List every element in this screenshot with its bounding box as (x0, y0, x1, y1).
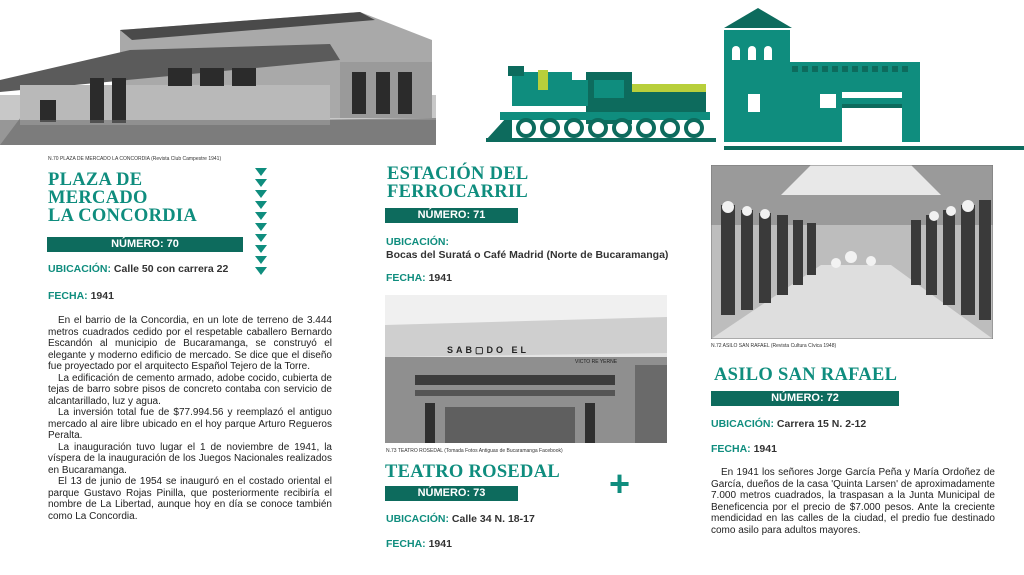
triangle-down-icon (255, 223, 267, 231)
theater-marquee-text-2: VICTO RE YERNE (575, 359, 618, 365)
teatro-rosedal-title: TEATRO ROSEDAL (385, 462, 561, 482)
fecha-71 (386, 272, 452, 284)
market-photo-caption: N.70 PLAZA DE MERCADO LA CONCORDIA (Revista Club Campestre 1941) (48, 156, 222, 162)
fecha-70 (48, 290, 114, 302)
fecha-value: 1941 (428, 272, 452, 284)
triangle-down-icon (255, 212, 267, 220)
numero-badge-73: NÚMERO: 73 (385, 486, 518, 501)
triangle-down-icon (255, 234, 267, 242)
ubicacion-label: UBICACIÓN: (48, 263, 111, 275)
numero-badge-71: NÚMERO: 71 (385, 208, 518, 223)
paragraph: En 1941 los señores Jorge García Peña y María Ordoñez de García, dueños de la casa 'Quinta Larsen' de aproximadamente 7.000 metros cuadrados, la traspasan a la Junta Municipal de Beneficencia por el precio de $7.000 pesos. Ante la creciente mendicidad en las calles de la ciudad, el predio fue destinado como asilo para adultos mayores. (711, 467, 995, 536)
triangle-down-icon (255, 245, 267, 253)
paragraph: La inversión total fue de $77.994.56 y reemplazó el antiguo mercado al aire libre ubicado en el hoy parque Arturo Regueros Peralta. (48, 407, 332, 441)
ubicacion-label: UBICACIÓN: (386, 513, 449, 525)
ubicacion-value: Bocas del Suratá o Café Madrid (Norte de Bucaramanga) (386, 249, 669, 261)
triangle-down-icon (255, 190, 267, 198)
plus-icon: + (609, 463, 631, 504)
paragraph: La edificación de cemento armado, adobe cocido, cubierta de tejas de barro sobre pisos de concreto contaba con servicio de alcantarillado, luz y agua. (48, 372, 332, 407)
ubicacion-70 (48, 263, 228, 275)
triangle-arrows (255, 168, 267, 278)
numero-badge-72: NÚMERO: 72 (711, 391, 899, 406)
ubicacion-value: Carrera 15 N. 2-12 (776, 418, 867, 430)
asilo-photo-caption: N.72 ASILO SAN RAFAEL (Revista Cultura Cívica 1948) (711, 343, 837, 349)
fecha-label: FECHA: (711, 443, 751, 455)
asilo-photo (711, 165, 993, 339)
paragraph: La inauguración tuvo lugar el 1 de noviembre de 1941, la víspera de la inauguración de los Juegos Nacionales realizados en Bucaramanga. (48, 441, 332, 476)
asilo-description (711, 467, 995, 536)
paragraph: En el barrio de la Concordia, en un lote de terreno de 3.444 metros cuadrados cedido por el respetable caballero Bernardo Escandón al municipio de Bucaramanga, se construyó el elegante y moderno edificio de mercado. Se dice que el diseño fue proyectado por el arquitecto Español Tejero de la Torre. (48, 315, 332, 372)
ubicacion-value: Calle 50 con carrera 22 (113, 263, 229, 275)
triangle-down-icon (255, 256, 267, 264)
ubicacion-72 (711, 418, 866, 430)
fecha-label: FECHA: (48, 290, 88, 302)
fecha-73 (386, 538, 452, 550)
train-station-illustration (486, 6, 1024, 152)
ubicacion-71 (386, 236, 668, 262)
fecha-72 (711, 443, 777, 455)
fecha-label: FECHA: (386, 538, 426, 550)
fecha-label: FECHA: (386, 272, 426, 284)
plaza-title-line: PLAZA DE (48, 170, 143, 190)
ubicacion-73 (386, 513, 535, 525)
ubicacion-label: UBICACIÓN: (386, 236, 449, 248)
ubicacion-label: UBICACIÓN: (711, 418, 774, 430)
teatro-photo-caption: N.73 TEATRO ROSEDAL (Tomada Fotos Antiguas de Bucaramanga Facebook) (386, 448, 563, 454)
paragraph: El 13 de junio de 1954 se inauguró en el costado oriental el parque Gustavo Rojas Pinilla, que posteriormente recibiría el nombre de La Libertad, aunque hoy en día se conoce también como La Concordia. (48, 476, 332, 522)
estacion-title-line: ESTACIÓN DEL (387, 164, 529, 184)
fecha-value: 1941 (753, 443, 777, 455)
triangle-down-icon (255, 201, 267, 209)
fecha-value: 1941 (90, 290, 114, 302)
estacion-title-line: FERROCARRIL (387, 182, 529, 203)
plaza-mercado-title (48, 171, 197, 225)
plaza-title-line: LA CONCORDIA (48, 206, 198, 227)
teatro-rosedal-photo (385, 295, 667, 443)
plaza-title-line: MERCADO (48, 188, 148, 209)
market-photo (0, 0, 436, 145)
ubicacion-value: Calle 34 N. 18-17 (451, 513, 535, 525)
fecha-value: 1941 (428, 538, 452, 550)
estacion-title (387, 165, 529, 201)
theater-marquee-text: SAB▢DO EL (447, 345, 530, 355)
numero-badge-70: NÚMERO: 70 (47, 237, 243, 252)
asilo-title: ASILO SAN RAFAEL (714, 365, 898, 385)
triangle-down-icon (255, 168, 267, 176)
triangle-down-icon (255, 179, 267, 187)
plaza-description (48, 315, 332, 522)
triangle-down-icon (255, 267, 267, 275)
